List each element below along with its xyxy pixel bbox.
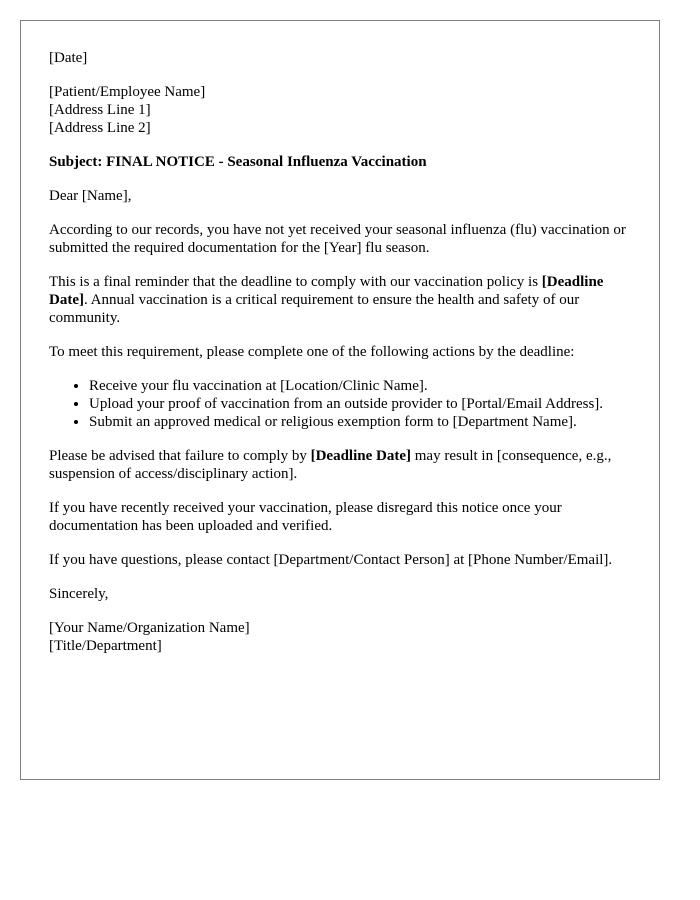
recipient-name: [Patient/Employee Name] <box>49 84 206 100</box>
signature-block <box>49 619 631 655</box>
paragraph-consequence <box>49 447 631 483</box>
address-line-1: [Address Line 1] <box>49 102 151 118</box>
list-item: • Submit an approved medical or religious exemption form to [Department Name]. <box>89 413 631 431</box>
paragraph-final-reminder <box>49 273 631 327</box>
list-item: • Receive your flu vaccination at [Location/Clinic Name]. <box>89 377 631 395</box>
paragraph-records: According to our records, you have not yet received your seasonal influenza (flu) vaccination or submitted the required documentation for the [Year] flu season. <box>49 222 626 256</box>
paragraph-contact: If you have questions, please contact [Department/Contact Person] at [Phone Number/Email]. <box>49 552 613 568</box>
subject-line: Subject: FINAL NOTICE - Seasonal Influenza Vaccination <box>49 154 427 170</box>
deadline-date: [Deadline Date] <box>49 274 604 308</box>
letter-page <box>20 20 660 780</box>
closing: Sincerely, <box>49 586 109 602</box>
recipient-address <box>49 83 631 137</box>
signature-name: [Your Name/Organization Name] <box>49 620 250 636</box>
paragraph-requirement: To meet this requirement, please complete one of the following actions by the deadline: <box>49 344 575 360</box>
paragraph-text: This is a final reminder that the deadline to comply with our vaccination policy is <box>49 274 542 290</box>
paragraph-disregard: If you have recently received your vaccination, please disregard this notice once your documentation has been uploaded and verified. <box>49 500 562 534</box>
deadline-date: [Deadline Date] <box>310 448 411 464</box>
signature-title: [Title/Department] <box>49 638 162 654</box>
paragraph-text: Please be advised that failure to comply by <box>49 448 311 464</box>
address-line-2: [Address Line 2] <box>49 120 151 136</box>
paragraph-text: . Annual vaccination is a critical requirement to ensure the health and safety of our community. <box>49 292 580 326</box>
actions-list <box>49 377 631 431</box>
salutation: Dear [Name], <box>49 188 132 204</box>
list-item: • Upload your proof of vaccination from an outside provider to [Portal/Email Address]. <box>89 395 631 413</box>
letter-date: [Date] <box>49 50 88 66</box>
paragraph-text: may result in [consequence, e.g., suspension of access/disciplinary action]. <box>49 448 612 482</box>
